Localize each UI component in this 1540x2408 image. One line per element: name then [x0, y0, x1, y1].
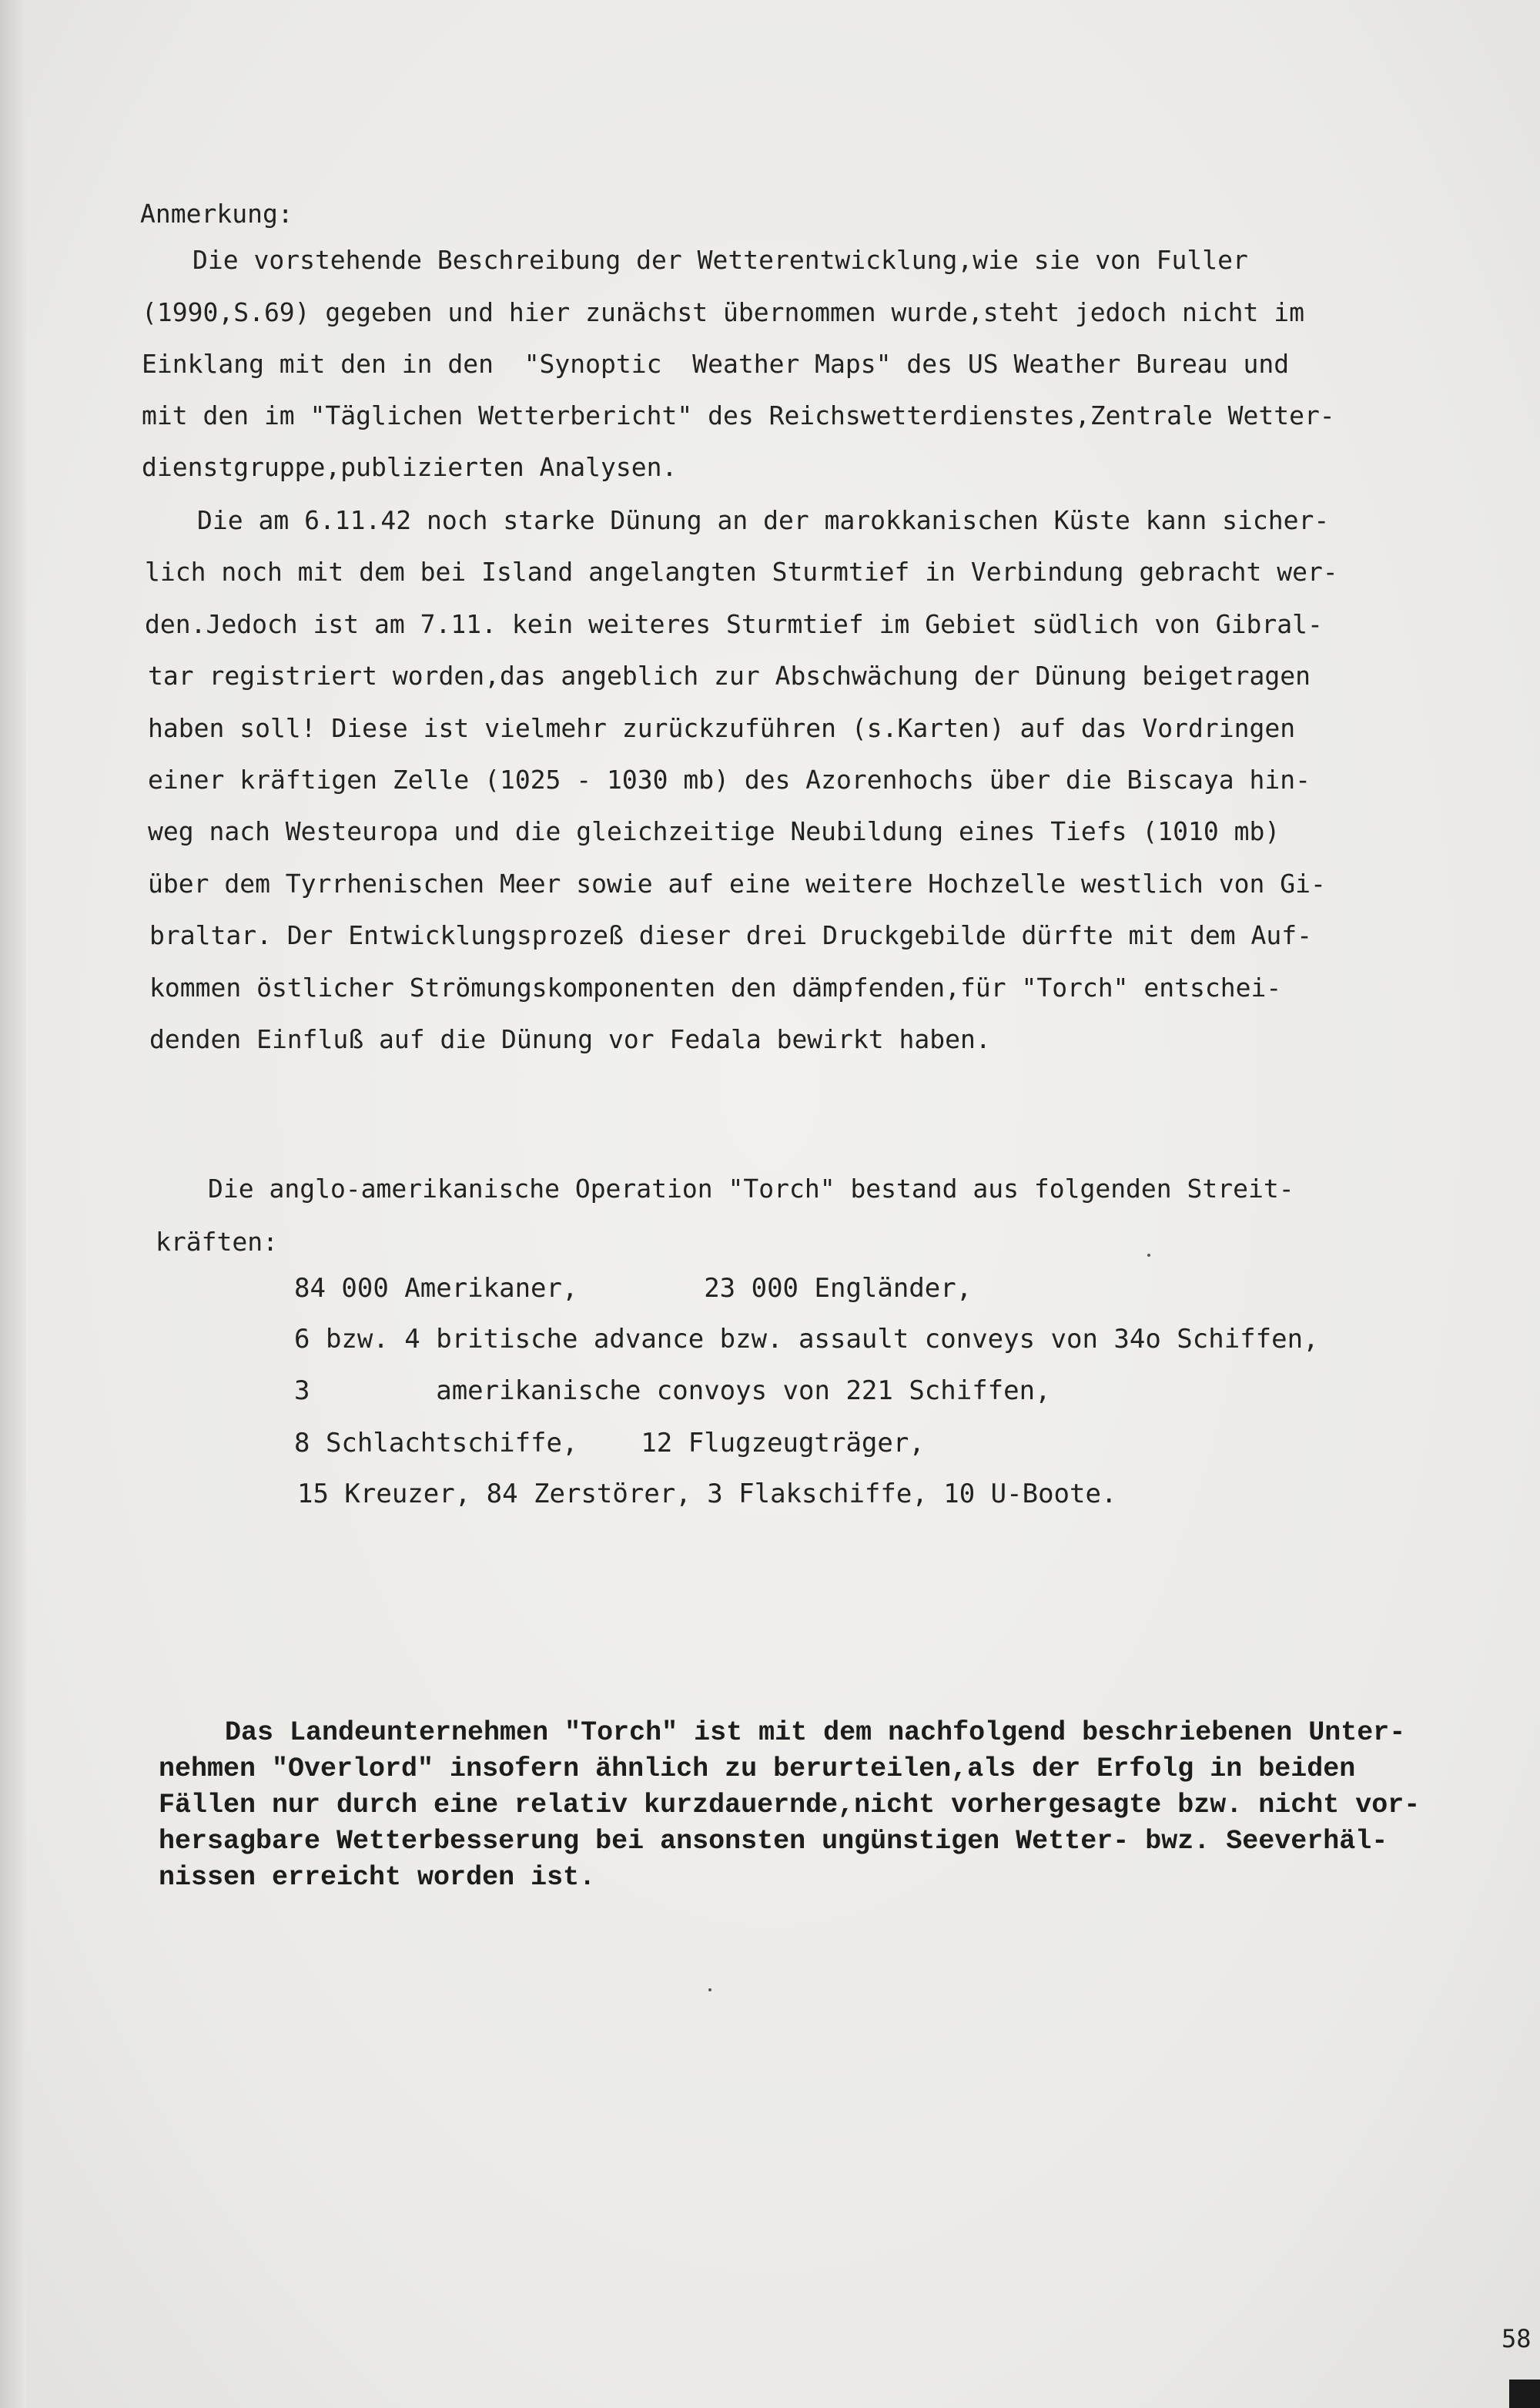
text-line: denden Einfluß auf die Dünung vor Fedala bewirkt haben.	[149, 1024, 991, 1054]
text-line: Das Landeunternehmen "Torch" ist mit dem nachfolgend beschriebenen Unter-	[225, 1717, 1406, 1748]
list-item: 84 000 Amerikaner, 23 000 Engländer,	[294, 1273, 973, 1304]
list-item: 3 amerikanische convoys von 221 Schiffen,	[294, 1375, 1051, 1406]
text-line: kommen östlicher Strömungskomponenten den dämpfenden,für "Torch" entschei-	[149, 973, 1282, 1003]
text-line: haben soll! Diese ist vielmehr zurückzuführen (s.Karten) auf das Vordringen	[148, 713, 1296, 743]
text-line: (1990,S.69) gegeben und hier zunächst übernommen wurde,steht jedoch nicht im	[142, 297, 1304, 327]
text-line: dienstgruppe,publizierten Analysen.	[142, 452, 678, 482]
scan-corner-shadow	[1509, 2380, 1540, 2408]
text-line: Die vorstehende Beschreibung der Wetterentwicklung,wie sie von Fuller	[192, 245, 1248, 275]
text-line: kräften:	[156, 1227, 278, 1257]
scan-speck	[708, 1988, 711, 1991]
list-item: 6 bzw. 4 britische advance bzw. assault conveys von 34o Schiffen,	[294, 1324, 1319, 1355]
text-line: lich noch mit dem bei Island angelangten Sturmtief in Verbindung gebracht wer-	[145, 557, 1338, 587]
scan-speck	[1147, 1254, 1150, 1257]
text-line: nehmen "Overlord" insofern ähnlich zu berurteilen,als der Erfolg in beiden	[159, 1753, 1356, 1784]
page-number: 58	[1502, 2324, 1532, 2353]
text-line: tar registriert worden,das angeblich zur Abschwächung der Dünung beigetragen	[148, 661, 1311, 691]
text-line: Die am 6.11.42 noch starke Dünung an der marokkanischen Küste kann sicher-	[197, 505, 1330, 535]
section-heading: Anmerkung:	[140, 199, 293, 229]
text-line: hersagbare Wetterbesserung bei ansonsten ungünstigen Wetter- bwz. Seeverhäl-	[159, 1826, 1388, 1857]
page-binding-shadow	[0, 0, 26, 2408]
text-line: mit den im "Täglichen Wetterbericht" des Reichswetterdienstes,Zentrale Wetter-	[142, 400, 1335, 430]
text-line: Einklang mit den in den "Synoptic Weather Maps" des US Weather Bureau und	[142, 349, 1290, 379]
text-line: Fällen nur durch eine relativ kurzdauernde,nicht vorhergesagte bzw. nicht vor-	[159, 1790, 1421, 1820]
text-line: braltar. Der Entwicklungsprozeß dieser drei Druckgebilde dürfte mit dem Auf-	[149, 920, 1312, 950]
text-line: nissen erreicht worden ist.	[159, 1862, 596, 1893]
text-line: Die anglo-amerikanische Operation "Torch" bestand aus folgenden Streit-	[208, 1174, 1294, 1204]
text-line: den.Jedoch ist am 7.11. kein weiteres Sturmtief im Gebiet südlich von Gibral-	[145, 609, 1323, 639]
list-item: 15 Kreuzer, 84 Zerstörer, 3 Flakschiffe, 10 U-Boote.	[297, 1479, 1117, 1509]
text-line: über dem Tyrrhenischen Meer sowie auf eine weitere Hochzelle westlich von Gi-	[148, 869, 1326, 899]
text-line: weg nach Westeuropa und die gleichzeitige Neubildung eines Tiefs (1010 mb)	[148, 816, 1281, 846]
text-line: einer kräftigen Zelle (1025 - 1030 mb) des Azorenhochs über die Biscaya hin-	[148, 765, 1311, 795]
list-item: 8 Schlachtschiffe, 12 Flugzeugträger,	[294, 1428, 925, 1459]
